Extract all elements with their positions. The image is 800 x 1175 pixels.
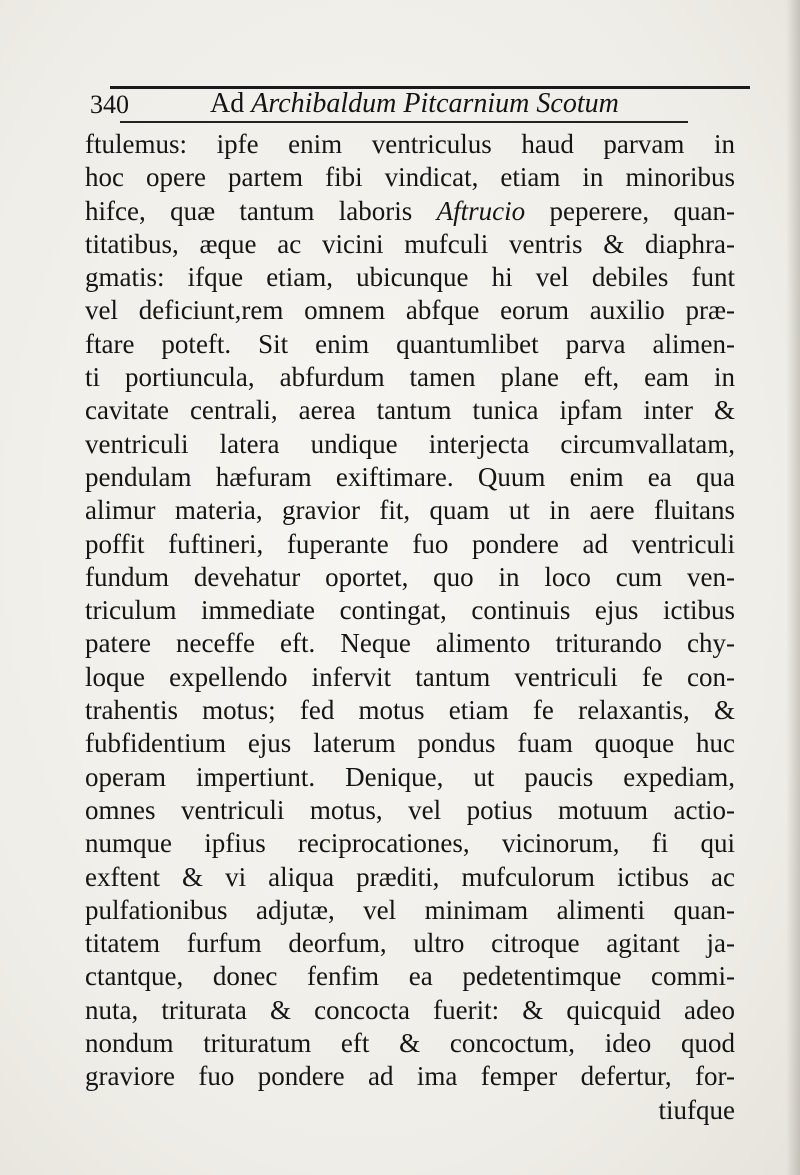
text-line [85, 994, 735, 1027]
text-line-content: nuta, triturata & concocta fuerit: & quicquid adeo [85, 994, 735, 1025]
text-line [85, 328, 735, 361]
text-line [85, 927, 735, 960]
text-line [85, 594, 735, 627]
text-line [85, 827, 735, 860]
text-line [85, 960, 735, 993]
text-line [85, 161, 735, 194]
text-line-content: vel deficiunt,rem omnem abfque eorum auxilio præ- [85, 295, 735, 326]
text-line [85, 228, 735, 261]
text-line-content: cavitate centrali, aerea tantum tunica ipfam inter & [85, 395, 735, 426]
italic-name: Aftrucio [436, 195, 526, 226]
text-line-content: gmatis: ifque etiam, ubicunque hi vel debiles funt [85, 262, 735, 293]
text-line-content: ftare poteft. Sit enim quantumlibet parva alimen- [85, 328, 735, 359]
text-line [85, 195, 735, 228]
text-line-content: titatibus, æque ac vicini mufculi ventris & diaphra- [85, 228, 735, 259]
text-line-content: fubfidentium ejus laterum pondus fuam quoque huc [85, 728, 735, 759]
text-line [85, 294, 735, 327]
text-line [85, 261, 735, 294]
text-line [85, 528, 735, 561]
text-line [85, 794, 735, 827]
page-edge-shadow [786, 0, 800, 1175]
text-line-content: alimur materia, gravior fit, quam ut in aere fluitans [85, 495, 735, 526]
text-line [85, 861, 735, 894]
text-line-content: loque expellendo infervit tantum ventriculi fe con- [85, 661, 735, 692]
text-line [85, 1027, 735, 1060]
text-line-content: ti portiuncula, abfurdum tamen plane eft, eam in [85, 362, 735, 393]
text-line-content: hifce, quæ tantum laboris [85, 195, 437, 226]
header-rule [120, 121, 688, 123]
text-line [85, 561, 735, 594]
text-line [85, 361, 735, 394]
text-line [85, 1060, 735, 1093]
text-line-content: ventriculi latera undique interjecta circumvallatam, [85, 428, 735, 459]
text-line-content: graviore fuo pondere ad ima femper defertur, for- [85, 1061, 735, 1092]
text-line [85, 694, 735, 727]
text-line-content: fundum devehatur oportet, quo in loco cum ven- [85, 561, 735, 592]
text-line-content: nondum trituratum eft & concoctum, ideo quod [85, 1028, 735, 1059]
catchword: tiufque [658, 1094, 735, 1125]
text-line [85, 428, 735, 461]
text-line-content: patere neceffe eft. Neque alimento triturando chy- [85, 628, 735, 659]
text-line [85, 494, 735, 527]
text-line-content: pendulam hæfuram exiftimare. Quum enim ea qua [85, 461, 735, 492]
text-line-content: poffit fuftineri, fuperante fuo pondere ad ventriculi [85, 528, 735, 559]
text-line-content: trahentis motus; fed motus etiam fe relaxantis, & [85, 695, 735, 726]
text-line [85, 128, 735, 161]
page-number: 340 [90, 90, 129, 119]
text-line-content: hoc opere partem fibi vindicat, etiam in minoribus [85, 162, 735, 193]
text-line [85, 894, 735, 927]
text-line-content: triculum immediate contingat, continuis ejus ictibus [85, 595, 735, 626]
text-line-content: numque ipfius reciprocationes, vicinorum, fi qui [85, 828, 735, 859]
text-line [85, 461, 735, 494]
text-line-content: operam impertiunt. Denique, ut paucis expediam, [85, 761, 735, 792]
text-line-content: ftulemus: ipfe enim ventriculus haud parvam in [85, 129, 735, 159]
text-line-content: exftent & vi aliqua præditi, mufculorum ictibus ac [85, 861, 735, 892]
text-line-content: pulfationibus adjutæ, vel minimam alimenti quan- [85, 894, 735, 925]
running-head-prefix: Ad [210, 88, 252, 119]
text-line [85, 727, 735, 760]
text-line-content: titatem furfum deorfum, ultro citroque agitant ja- [85, 928, 735, 959]
text-line [85, 661, 735, 694]
text-line-content: ctantque, donec fenfim ea pedetentimque commi- [85, 961, 735, 992]
text-line [85, 627, 735, 660]
text-line-content: omnes ventriculi motus, vel potius motuum actio- [85, 794, 735, 825]
text-line-continuation: peperere, quan- [525, 195, 735, 226]
body-text [85, 128, 735, 1127]
text-line [85, 394, 735, 427]
running-head-title: Archibaldum Pitcarnium Scotum [251, 88, 619, 119]
text-line [85, 761, 735, 794]
running-head [210, 88, 619, 120]
